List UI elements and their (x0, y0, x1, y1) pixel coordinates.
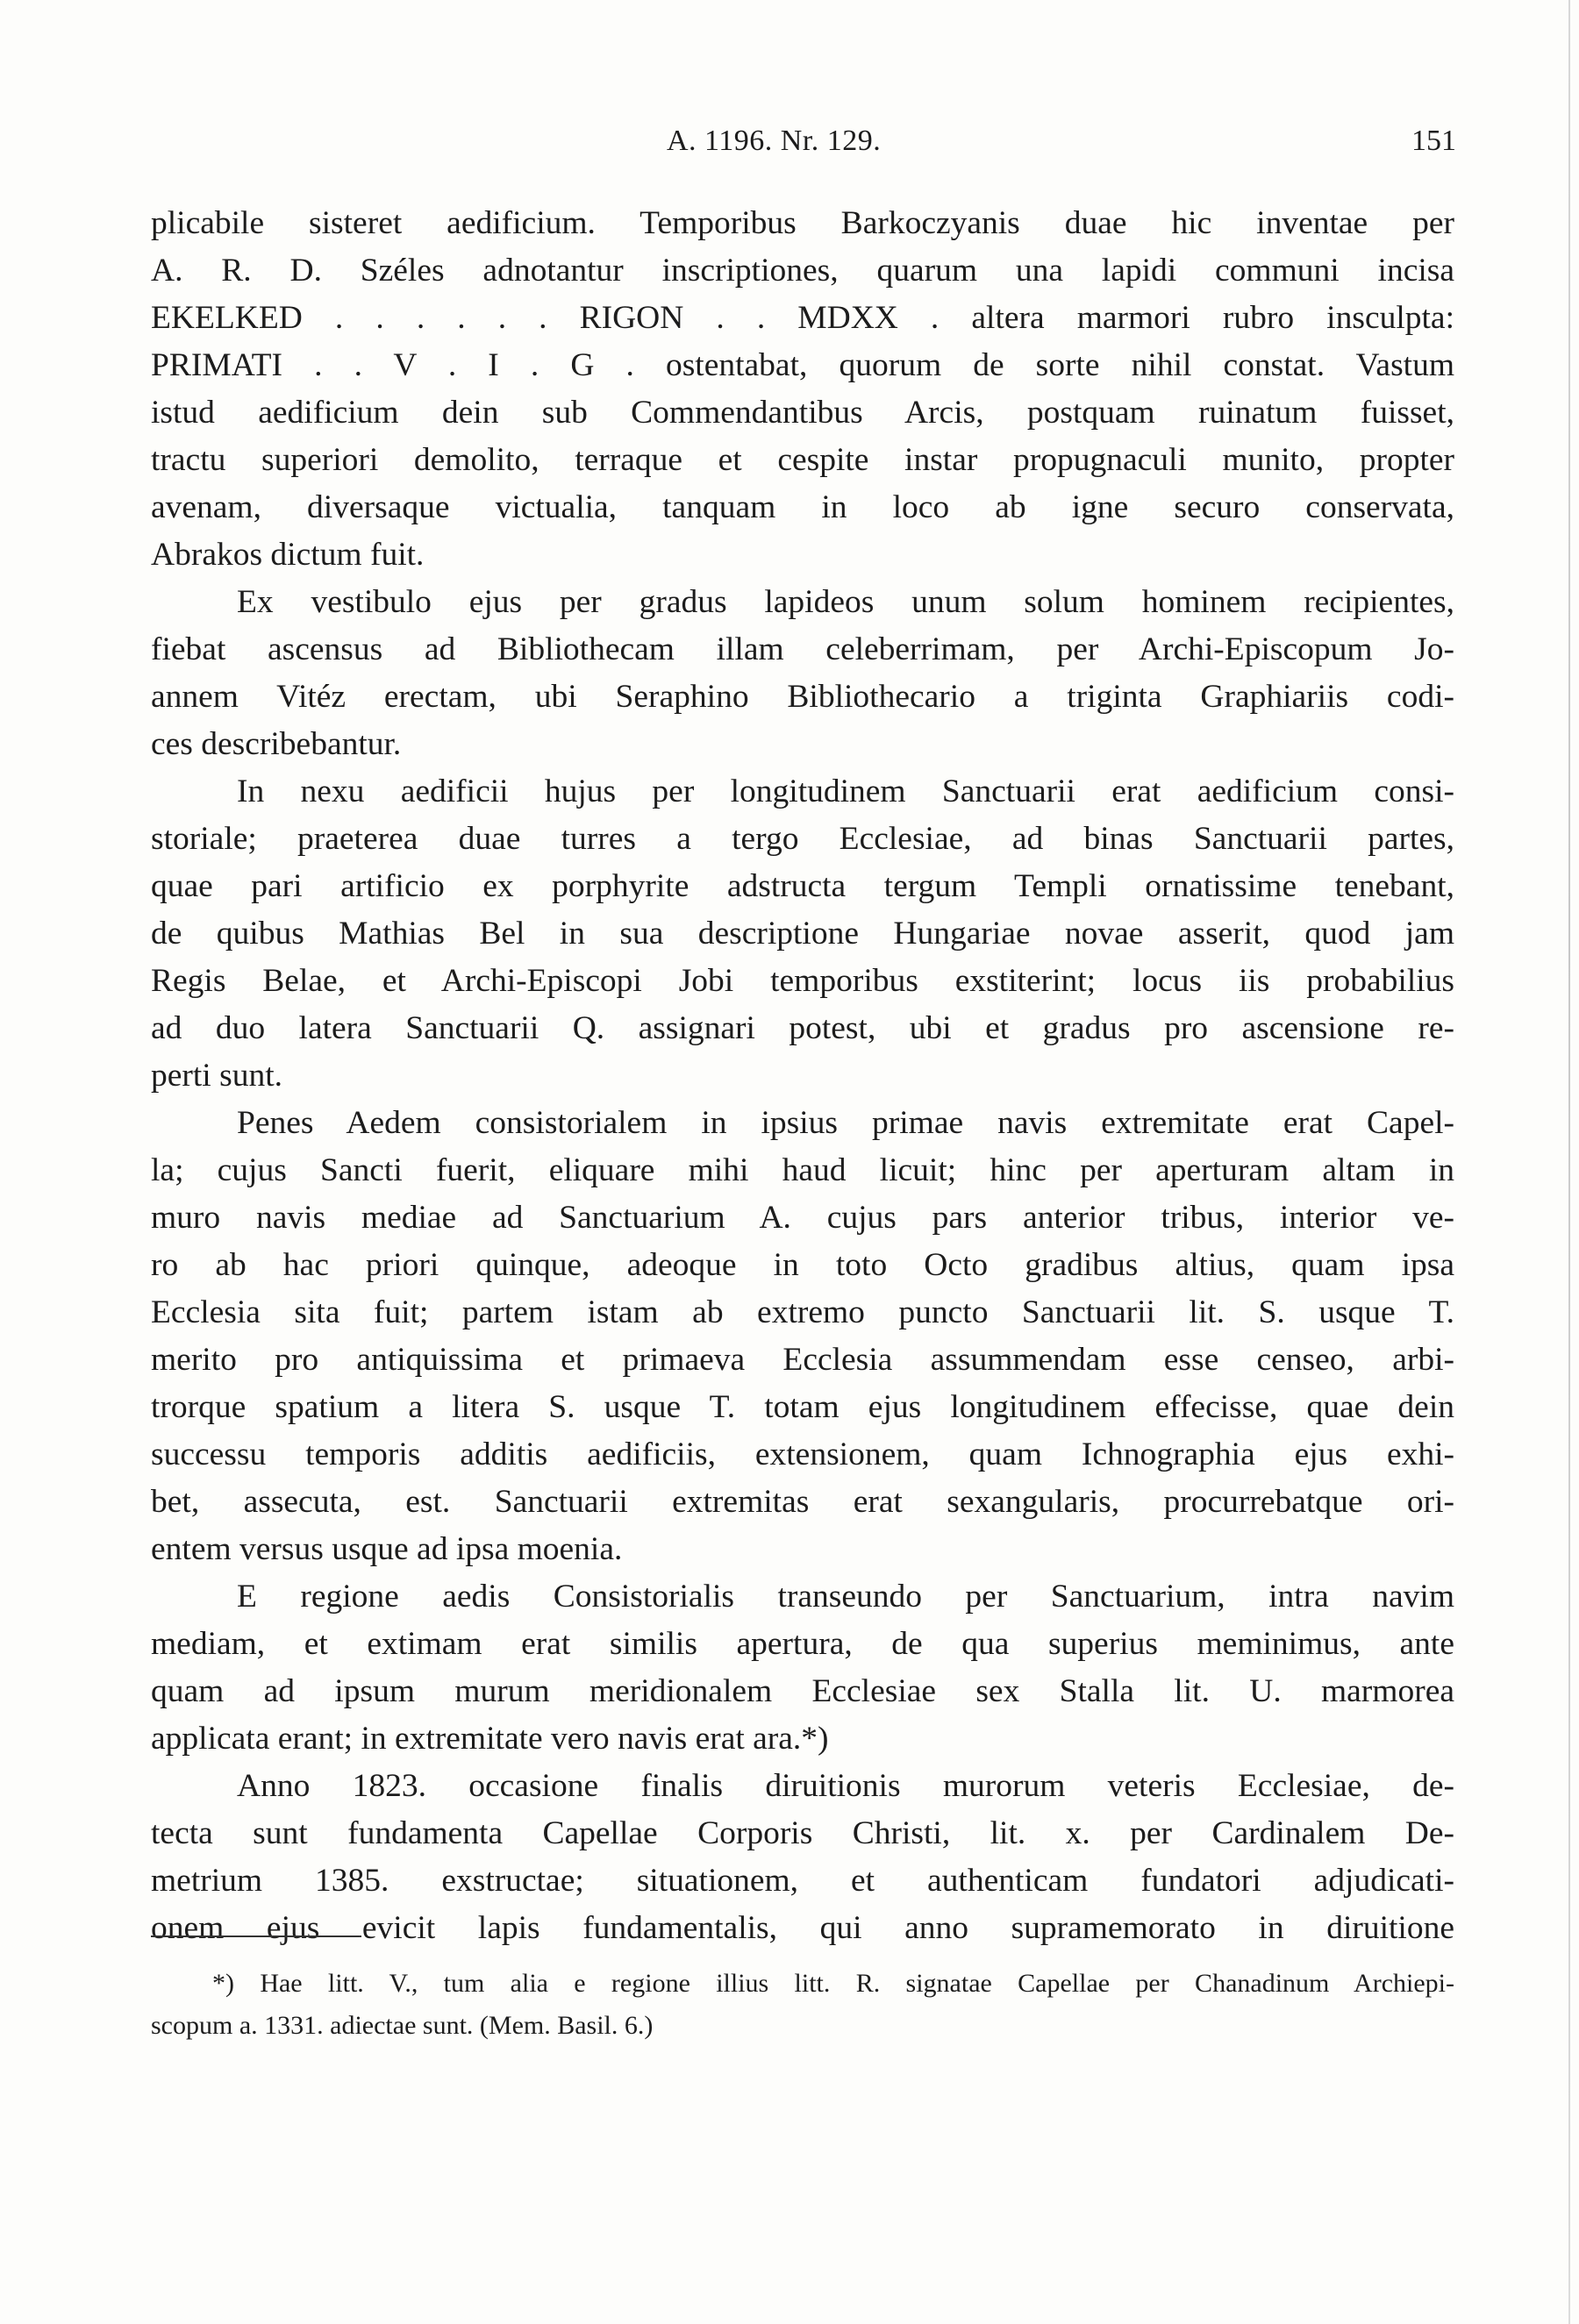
text-line: ad duo latera Sanctuarii Q. assignari potest, ubi et gradus pro ascensione re- (151, 1010, 1454, 1046)
text-line: la; cujus Sancti fuerit, eliquare mihi haud licuit; hinc per aperturam altam in (151, 1152, 1454, 1188)
text-line: mediam, et extimam erat similis apertura, de qua superius meminimus, ante (151, 1626, 1454, 1662)
text-line: quam ad ipsum murum meridionalem Ecclesiae sex Stalla lit. U. marmorea (151, 1673, 1454, 1709)
paragraph-end-line: ces describebantur. (151, 726, 402, 762)
text-line: successu temporis additis aedificiis, extensionem, quam Ichnographia ejus exhi- (151, 1436, 1454, 1472)
text-line: bet, assecuta, est. Sanctuarii extremitas erat sexangularis, procurrebatque ori- (151, 1484, 1454, 1520)
footnote-divider (151, 1935, 361, 1937)
paragraph-first-line: In nexu aedificii hujus per longitudinem Sanctuarii erat aedificium consi- (237, 773, 1454, 809)
paragraph-end-line: perti sunt. (151, 1058, 282, 1094)
text-line: avenam, diversaque victualia, tanquam in loco ab igne securo conservata, (151, 489, 1454, 525)
page-header (149, 125, 1456, 177)
text-line: merito pro antiquissima et primaeva Ecclesia assummendam esse censeo, arbi- (151, 1342, 1454, 1378)
running-head: A. 1196. Nr. 129. (667, 125, 882, 157)
footnotes (151, 1963, 1454, 2047)
text-line: quae pari artificio ex porphyrite adstructa tergum Templi ornatissime tenebant, (151, 868, 1454, 904)
text-line: Regis Belae, et Archi-Episcopi Jobi temporibus exstiterint; locus iis probabilius (151, 963, 1454, 999)
text-line: onem ejus evicit lapis fundamentalis, qui anno supramemorato in diruitione (151, 1910, 1454, 1946)
text-line: tecta sunt fundamenta Capellae Corporis Christi, lit. x. per Cardinalem De- (151, 1815, 1454, 1851)
paragraph-first-line: Anno 1823. occasione finalis diruitionis murorum veteris Ecclesiae, de- (237, 1768, 1454, 1804)
text-line: trorque spatium a litera S. usque T. totam ejus longitudinem effecisse, quae dein (151, 1389, 1454, 1425)
text-line: tractu superiori demolito, terraque et cespite instar propugnaculi munito, propter (151, 442, 1454, 478)
paragraph-first-line: Ex vestibulo ejus per gradus lapideos unum solum hominem recipientes, (237, 584, 1454, 620)
text-line: de quibus Mathias Bel in sua descriptione Hungariae novae asserit, quod jam (151, 916, 1454, 952)
page-number: 151 (1411, 125, 1456, 157)
footnote-line: *) Hae litt. V., tum alia e regione illius litt. R. signatae Capellae per Chanadinum Archiepi- (212, 1969, 1454, 1998)
text-line: PRIMATI . . V . I . G . ostentabat, quorum de sorte nihil constat. Vastum (151, 347, 1454, 383)
text-line: plicabile sisteret aedificium. Temporibus Barkoczyanis duae hic inventae per (151, 205, 1454, 241)
paragraph-end-line: Abrakos dictum fuit. (151, 537, 425, 573)
paragraph-first-line: E regione aedis Consistorialis transeundo per Sanctuarium, intra navim (237, 1579, 1454, 1615)
text-line: A. R. D. Széles adnotantur inscriptiones, quarum una lapidi communi incisa (151, 253, 1454, 289)
paragraph-end-line: entem versus usque ad ipsa moenia. (151, 1531, 623, 1567)
text-line: annem Vitéz erectam, ubi Seraphino Bibliothecario a triginta Graphiariis codi- (151, 679, 1454, 715)
text-line: istud aedificium dein sub Commendantibus Arcis, postquam ruinatum fuisset, (151, 395, 1454, 431)
text-line: EKELKED . . . . . . RIGON . . MDXX . altera marmori rubro insculpta: (151, 300, 1454, 336)
paragraph-first-line: Penes Aedem consistorialem in ipsius primae navis extremitate erat Capel- (237, 1105, 1454, 1141)
text-line: storiale; praeterea duae turres a tergo Ecclesiae, ad binas Sanctuarii partes, (151, 821, 1454, 857)
text-line: fiebat ascensus ad Bibliothecam illam celeberrimam, per Archi-Episcopum Jo- (151, 631, 1454, 667)
text-line: muro navis mediae ad Sanctuarium A. cujus pars anterior tribus, interior ve- (151, 1200, 1454, 1236)
paragraph-end-line: applicata erant; in extremitate vero navis erat ara.*) (151, 1721, 829, 1757)
text-line: ro ab hac priori quinque, adeoque in toto Octo gradibus altius, quam ipsa (151, 1247, 1454, 1283)
text-line: Ecclesia sita fuit; partem istam ab extremo puncto Sanctuarii lit. S. usque T. (151, 1294, 1454, 1330)
page-edge-shadow (1568, 0, 1570, 2324)
main-text (151, 200, 1454, 1952)
footnote-line: scopum a. 1331. adiectae sunt. (Mem. Basil. 6.) (151, 2011, 654, 2040)
text-line: metrium 1385. exstructae; situationem, et authenticam fundatori adjudicati- (151, 1863, 1454, 1899)
